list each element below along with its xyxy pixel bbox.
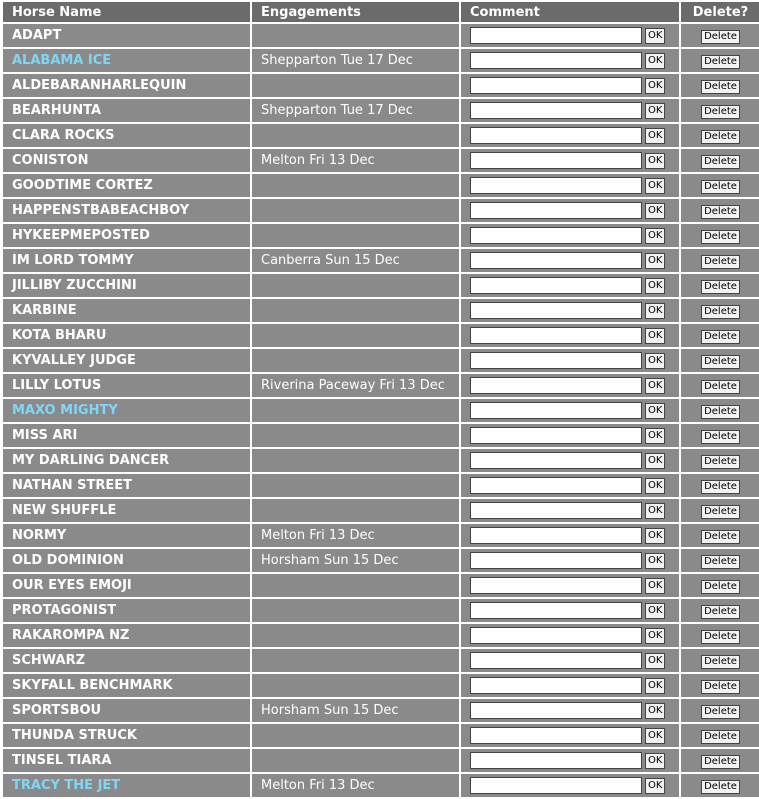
delete-cell xyxy=(681,49,759,72)
horse-name: ALDEBARANHARLEQUIN xyxy=(3,74,250,97)
horse-table xyxy=(1,0,759,799)
table-row xyxy=(3,49,759,72)
horse-name: SCHWARZ xyxy=(3,649,250,672)
ok-button[interactable]: OK xyxy=(645,728,665,744)
delete-button[interactable]: Delete xyxy=(701,480,740,494)
comment-input[interactable] xyxy=(470,477,642,494)
delete-cell xyxy=(681,274,759,297)
horse-name: SKYFALL BENCHMARK xyxy=(3,674,250,697)
table-row xyxy=(3,574,759,597)
horse-name: ADAPT xyxy=(3,24,250,47)
delete-button[interactable]: Delete xyxy=(701,155,740,169)
comment-cell xyxy=(461,574,679,597)
table-row xyxy=(3,474,759,497)
comment-input[interactable] xyxy=(470,752,642,769)
table-row xyxy=(3,749,759,772)
delete-button[interactable]: Delete xyxy=(701,755,740,769)
delete-button[interactable]: Delete xyxy=(701,230,740,244)
comment-cell xyxy=(461,299,679,322)
table-row xyxy=(3,549,759,572)
engagement: Melton Fri 13 Dec xyxy=(252,524,459,547)
engagement xyxy=(252,474,459,497)
comment-cell xyxy=(461,224,679,247)
delete-cell xyxy=(681,649,759,672)
ok-button[interactable]: OK xyxy=(645,578,665,594)
horse-name-link[interactable]: MAXO MIGHTY xyxy=(3,399,250,422)
ok-button[interactable]: OK xyxy=(645,378,665,394)
engagement: Shepparton Tue 17 Dec xyxy=(252,99,459,122)
engagement: Horsham Sun 15 Dec xyxy=(252,699,459,722)
horse-name: OUR EYES EMOJI xyxy=(3,574,250,597)
comment-input[interactable] xyxy=(470,252,642,269)
comment-cell xyxy=(461,399,679,422)
comment-input[interactable] xyxy=(470,377,642,394)
table-row xyxy=(3,499,759,522)
comment-input[interactable] xyxy=(470,427,642,444)
delete-cell xyxy=(681,474,759,497)
ok-button[interactable]: OK xyxy=(645,228,665,244)
delete-button[interactable]: Delete xyxy=(701,705,740,719)
table-row xyxy=(3,324,759,347)
delete-button[interactable]: Delete xyxy=(701,130,740,144)
comment-input[interactable] xyxy=(470,177,642,194)
header-horse-name: Horse Name xyxy=(3,2,250,22)
delete-cell xyxy=(681,749,759,772)
comment-input[interactable] xyxy=(470,302,642,319)
comment-cell xyxy=(461,149,679,172)
delete-cell xyxy=(681,624,759,647)
horse-name: KARBINE xyxy=(3,299,250,322)
comment-input[interactable] xyxy=(470,152,642,169)
comment-input[interactable] xyxy=(470,277,642,294)
horse-name: NORMY xyxy=(3,524,250,547)
table-row xyxy=(3,524,759,547)
ok-button[interactable]: OK xyxy=(645,253,665,269)
ok-button[interactable]: OK xyxy=(645,53,665,69)
table-row xyxy=(3,299,759,322)
delete-cell xyxy=(681,574,759,597)
comment-input[interactable] xyxy=(470,602,642,619)
ok-button[interactable]: OK xyxy=(645,528,665,544)
ok-button[interactable]: OK xyxy=(645,603,665,619)
delete-cell xyxy=(681,299,759,322)
engagement xyxy=(252,724,459,747)
horse-name: THUNDA STRUCK xyxy=(3,724,250,747)
comment-input[interactable] xyxy=(470,352,642,369)
ok-button[interactable]: OK xyxy=(645,653,665,669)
engagement: Shepparton Tue 17 Dec xyxy=(252,49,459,72)
delete-button[interactable]: Delete xyxy=(701,530,740,544)
delete-button[interactable]: Delete xyxy=(701,30,740,44)
delete-cell xyxy=(681,249,759,272)
ok-button[interactable]: OK xyxy=(645,128,665,144)
engagement xyxy=(252,599,459,622)
comment-input[interactable] xyxy=(470,652,642,669)
delete-cell xyxy=(681,149,759,172)
comment-cell xyxy=(461,774,679,797)
comment-input[interactable] xyxy=(470,227,642,244)
horse-name: HAPPENSTBABEACHBOY xyxy=(3,199,250,222)
ok-button[interactable]: OK xyxy=(645,153,665,169)
comment-input[interactable] xyxy=(470,452,642,469)
horse-name: LILLY LOTUS xyxy=(3,374,250,397)
comment-cell xyxy=(461,724,679,747)
table-row xyxy=(3,249,759,272)
table-row xyxy=(3,649,759,672)
horse-name: SPORTSBOU xyxy=(3,699,250,722)
horse-name: BEARHUNTA xyxy=(3,99,250,122)
ok-button[interactable]: OK xyxy=(645,678,665,694)
table-row xyxy=(3,349,759,372)
horse-name: MY DARLING DANCER xyxy=(3,449,250,472)
comment-cell xyxy=(461,199,679,222)
comment-input[interactable] xyxy=(470,77,642,94)
delete-cell xyxy=(681,374,759,397)
engagement: Horsham Sun 15 Dec xyxy=(252,549,459,572)
horse-name: KOTA BHARU xyxy=(3,324,250,347)
engagement: Melton Fri 13 Dec xyxy=(252,774,459,797)
table-row xyxy=(3,399,759,422)
comment-input[interactable] xyxy=(470,127,642,144)
comment-input[interactable] xyxy=(470,552,642,569)
table-body xyxy=(3,24,759,797)
horse-name: RAKAROMPA NZ xyxy=(3,624,250,647)
header-engagements: Engagements xyxy=(252,2,459,22)
horse-name-link[interactable]: ALABAMA ICE xyxy=(3,49,250,72)
engagement: Melton Fri 13 Dec xyxy=(252,149,459,172)
comment-cell xyxy=(461,274,679,297)
table-row xyxy=(3,449,759,472)
comment-cell xyxy=(461,374,679,397)
engagement xyxy=(252,624,459,647)
comment-input[interactable] xyxy=(470,702,642,719)
header-row xyxy=(3,2,759,22)
delete-cell xyxy=(681,99,759,122)
delete-button[interactable]: Delete xyxy=(701,730,740,744)
table-row xyxy=(3,99,759,122)
ok-button[interactable]: OK xyxy=(645,428,665,444)
delete-cell xyxy=(681,424,759,447)
engagement: Canberra Sun 15 Dec xyxy=(252,249,459,272)
table-row xyxy=(3,424,759,447)
engagement xyxy=(252,224,459,247)
comment-cell xyxy=(461,499,679,522)
table-row xyxy=(3,124,759,147)
comment-cell xyxy=(461,449,679,472)
ok-button[interactable]: OK xyxy=(645,78,665,94)
delete-button[interactable]: Delete xyxy=(701,655,740,669)
ok-button[interactable]: OK xyxy=(645,278,665,294)
delete-button[interactable]: Delete xyxy=(701,605,740,619)
delete-button[interactable]: Delete xyxy=(701,680,740,694)
delete-button[interactable]: Delete xyxy=(701,430,740,444)
table-row xyxy=(3,699,759,722)
delete-cell xyxy=(681,599,759,622)
delete-cell xyxy=(681,699,759,722)
delete-cell xyxy=(681,399,759,422)
comment-cell xyxy=(461,424,679,447)
ok-button[interactable]: OK xyxy=(645,478,665,494)
delete-cell xyxy=(681,724,759,747)
delete-button[interactable]: Delete xyxy=(701,105,740,119)
table-row xyxy=(3,224,759,247)
horse-name: GOODTIME CORTEZ xyxy=(3,174,250,197)
delete-button[interactable]: Delete xyxy=(701,305,740,319)
delete-button[interactable]: Delete xyxy=(701,405,740,419)
comment-cell xyxy=(461,249,679,272)
table-row xyxy=(3,724,759,747)
delete-cell xyxy=(681,124,759,147)
comment-cell xyxy=(461,324,679,347)
comment-cell xyxy=(461,24,679,47)
horse-name: PROTAGONIST xyxy=(3,599,250,622)
header-comment: Comment xyxy=(461,2,679,22)
ok-button[interactable]: OK xyxy=(645,553,665,569)
table-row xyxy=(3,624,759,647)
ok-button[interactable]: OK xyxy=(645,353,665,369)
ok-button[interactable]: OK xyxy=(645,103,665,119)
ok-button[interactable]: OK xyxy=(645,628,665,644)
ok-button[interactable]: OK xyxy=(645,703,665,719)
comment-cell xyxy=(461,174,679,197)
comment-input[interactable] xyxy=(470,202,642,219)
delete-cell xyxy=(681,224,759,247)
comment-cell xyxy=(461,524,679,547)
delete-cell xyxy=(681,524,759,547)
comment-cell xyxy=(461,124,679,147)
delete-cell xyxy=(681,674,759,697)
delete-button[interactable]: Delete xyxy=(701,355,740,369)
comment-cell xyxy=(461,649,679,672)
delete-button[interactable]: Delete xyxy=(701,580,740,594)
engagement xyxy=(252,449,459,472)
engagement xyxy=(252,499,459,522)
ok-button[interactable]: OK xyxy=(645,753,665,769)
ok-button[interactable]: OK xyxy=(645,328,665,344)
engagement xyxy=(252,124,459,147)
horse-name: NATHAN STREET xyxy=(3,474,250,497)
horse-name: IM LORD TOMMY xyxy=(3,249,250,272)
comment-cell xyxy=(461,49,679,72)
engagement xyxy=(252,399,459,422)
comment-input[interactable] xyxy=(470,527,642,544)
delete-button[interactable]: Delete xyxy=(701,330,740,344)
ok-button[interactable]: OK xyxy=(645,453,665,469)
table-row xyxy=(3,374,759,397)
delete-button[interactable]: Delete xyxy=(701,380,740,394)
delete-button[interactable]: Delete xyxy=(701,455,740,469)
delete-button[interactable]: Delete xyxy=(701,55,740,69)
horse-name: NEW SHUFFLE xyxy=(3,499,250,522)
delete-cell xyxy=(681,324,759,347)
comment-cell xyxy=(461,549,679,572)
horse-name: OLD DOMINION xyxy=(3,549,250,572)
ok-button[interactable]: OK xyxy=(645,178,665,194)
comment-cell xyxy=(461,74,679,97)
delete-cell xyxy=(681,74,759,97)
engagement xyxy=(252,574,459,597)
engagement xyxy=(252,424,459,447)
ok-button[interactable]: OK xyxy=(645,778,665,794)
comment-input[interactable] xyxy=(470,777,642,794)
table-row xyxy=(3,199,759,222)
ok-button[interactable]: OK xyxy=(645,28,665,44)
delete-button[interactable]: Delete xyxy=(701,555,740,569)
engagement xyxy=(252,749,459,772)
comment-input[interactable] xyxy=(470,402,642,419)
delete-cell xyxy=(681,199,759,222)
comment-cell xyxy=(461,674,679,697)
engagement xyxy=(252,24,459,47)
ok-button[interactable]: OK xyxy=(645,203,665,219)
comment-cell xyxy=(461,349,679,372)
comment-input[interactable] xyxy=(470,27,642,44)
comment-input[interactable] xyxy=(470,52,642,69)
delete-cell xyxy=(681,499,759,522)
horse-name-link[interactable]: TRACY THE JET xyxy=(3,774,250,797)
delete-button[interactable]: Delete xyxy=(701,180,740,194)
ok-button[interactable]: OK xyxy=(645,503,665,519)
engagement xyxy=(252,299,459,322)
comment-cell xyxy=(461,749,679,772)
table-row xyxy=(3,149,759,172)
comment-input[interactable] xyxy=(470,102,642,119)
comment-input[interactable] xyxy=(470,727,642,744)
delete-cell xyxy=(681,449,759,472)
header-delete: Delete? xyxy=(681,2,759,22)
comment-cell xyxy=(461,474,679,497)
engagement xyxy=(252,274,459,297)
delete-button[interactable]: Delete xyxy=(701,505,740,519)
engagement: Riverina Paceway Fri 13 Dec xyxy=(252,374,459,397)
delete-cell xyxy=(681,24,759,47)
delete-cell xyxy=(681,549,759,572)
delete-button[interactable]: Delete xyxy=(701,280,740,294)
delete-cell xyxy=(681,174,759,197)
engagement xyxy=(252,74,459,97)
table-row xyxy=(3,774,759,797)
delete-button[interactable]: Delete xyxy=(701,205,740,219)
horse-name: CONISTON xyxy=(3,149,250,172)
delete-button[interactable]: Delete xyxy=(701,80,740,94)
horse-name: JILLIBY ZUCCHINI xyxy=(3,274,250,297)
table-row xyxy=(3,74,759,97)
table-row xyxy=(3,274,759,297)
delete-button[interactable]: Delete xyxy=(701,630,740,644)
engagement xyxy=(252,349,459,372)
table-row xyxy=(3,24,759,47)
engagement xyxy=(252,674,459,697)
horse-name: HYKEEPMEPOSTED xyxy=(3,224,250,247)
comment-cell xyxy=(461,599,679,622)
delete-button[interactable]: Delete xyxy=(701,255,740,269)
horse-name: MISS ARI xyxy=(3,424,250,447)
comment-input[interactable] xyxy=(470,577,642,594)
comment-cell xyxy=(461,99,679,122)
engagement xyxy=(252,649,459,672)
engagement xyxy=(252,174,459,197)
delete-cell xyxy=(681,349,759,372)
horse-name: TINSEL TIARA xyxy=(3,749,250,772)
delete-cell xyxy=(681,774,759,797)
comment-cell xyxy=(461,624,679,647)
comment-input[interactable] xyxy=(470,502,642,519)
comment-input[interactable] xyxy=(470,627,642,644)
ok-button[interactable]: OK xyxy=(645,403,665,419)
table-row xyxy=(3,599,759,622)
table-row xyxy=(3,674,759,697)
horse-name: KYVALLEY JUDGE xyxy=(3,349,250,372)
delete-button[interactable]: Delete xyxy=(701,780,740,794)
engagement xyxy=(252,324,459,347)
engagement xyxy=(252,199,459,222)
ok-button[interactable]: OK xyxy=(645,303,665,319)
comment-input[interactable] xyxy=(470,327,642,344)
comment-cell xyxy=(461,699,679,722)
table-row xyxy=(3,174,759,197)
horse-name: CLARA ROCKS xyxy=(3,124,250,147)
comment-input[interactable] xyxy=(470,677,642,694)
